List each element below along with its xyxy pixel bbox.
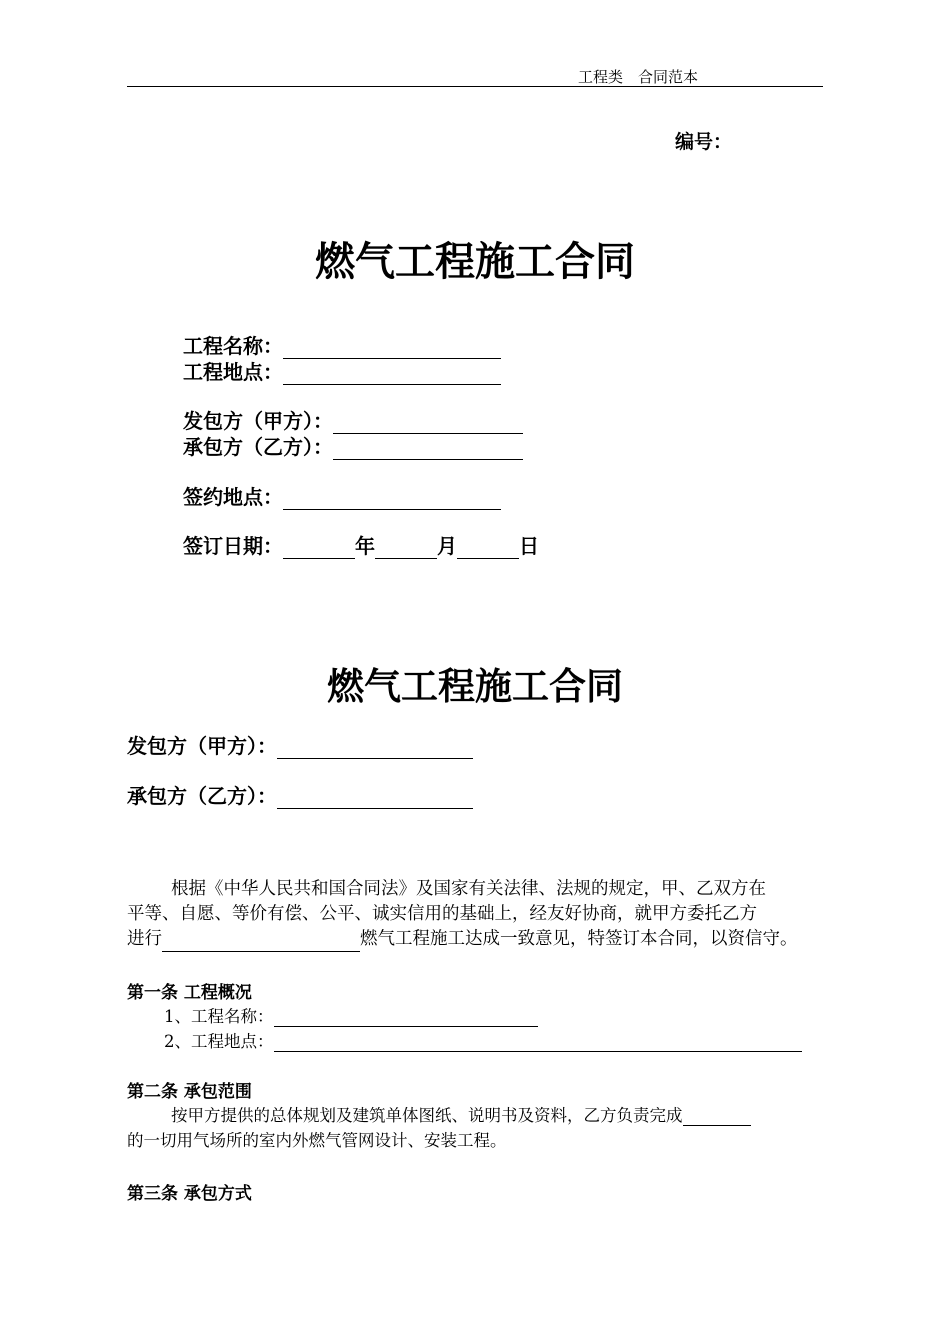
- cover-party-b-blank[interactable]: [333, 437, 523, 460]
- cover-party-a: [183, 405, 523, 434]
- cover-sign-date-label: 签订日期：: [183, 534, 283, 558]
- article-2-line-2: 的一切用气场所的室内外燃气管网设计、安装工程。: [127, 1131, 507, 1150]
- article-2-line-1-text: 按甲方提供的总体规划及建筑单体图纸、说明书及资料，乙方负责完成: [171, 1106, 683, 1125]
- article-1-title: 第一条 工程概况: [127, 983, 252, 1003]
- contract-title: 燃气工程施工合同: [327, 665, 623, 708]
- article-1-project-site-blank[interactable]: [274, 1033, 802, 1052]
- intro-line-1: 根据《中华人民共和国合同法》及国家有关法律、法规的规定，甲、乙双方在: [171, 879, 766, 899]
- contract-party-a-label: 发包方（甲方）：: [127, 734, 277, 758]
- intro-line-2: 平等、自愿、等价有偿、公平、诚实信用的基础上，经友好协商，就甲方委托乙方: [127, 904, 757, 924]
- article-1-item-2: [164, 1028, 802, 1052]
- cover-party-b: [183, 431, 523, 460]
- cover-party-a-label: 发包方（甲方）：: [183, 409, 333, 433]
- article-1-project-name-blank[interactable]: [274, 1008, 538, 1027]
- cover-project-site-blank[interactable]: [283, 362, 501, 385]
- cover-sign-place-label: 签约地点：: [183, 485, 283, 509]
- cover-sign-place-blank[interactable]: [283, 487, 501, 510]
- cover-project-name-label: 工程名称：: [183, 334, 283, 358]
- article-3-title: 第三条 承包方式: [127, 1184, 252, 1204]
- article-2-scope-blank[interactable]: [683, 1107, 751, 1126]
- cover-day-label: 日: [519, 534, 539, 558]
- contract-party-b: [127, 780, 473, 809]
- cover-month-blank[interactable]: [375, 536, 437, 559]
- article-1-item-2-label: 2、工程地点：: [164, 1032, 274, 1051]
- header-rule: [127, 86, 823, 87]
- intro-line-3-suffix: 燃气工程施工达成一致意见，特签订本合同，以资信守。: [360, 929, 798, 949]
- cover-year-label: 年: [355, 534, 375, 558]
- cover-project-site-label: 工程地点：: [183, 360, 283, 384]
- article-2-title: 第二条 承包范围: [127, 1082, 252, 1102]
- article-1-item-1: [164, 1003, 538, 1027]
- cover-year-blank[interactable]: [283, 536, 355, 559]
- cover-month-label: 月: [437, 534, 457, 558]
- intro-line-3-prefix: 进行: [127, 929, 162, 949]
- contract-party-a: [127, 730, 473, 759]
- cover-day-blank[interactable]: [457, 536, 519, 559]
- header-text: 工程类 合同范本: [578, 68, 699, 86]
- contract-number-label: 编号：: [675, 131, 733, 153]
- cover-project-name: [183, 330, 501, 359]
- intro-line-3: [127, 927, 798, 952]
- contract-party-a-blank[interactable]: [277, 736, 473, 759]
- cover-sign-date: [183, 530, 539, 559]
- cover-party-b-label: 承包方（乙方）：: [183, 435, 333, 459]
- contract-party-b-label: 承包方（乙方）：: [127, 784, 277, 808]
- contract-party-b-blank[interactable]: [277, 786, 473, 809]
- article-2-line-1: [171, 1102, 751, 1126]
- intro-project-blank[interactable]: [162, 933, 360, 952]
- cover-sign-place: [183, 481, 501, 510]
- article-1-item-1-label: 1、工程名称：: [164, 1007, 274, 1026]
- cover-project-site: [183, 356, 501, 385]
- cover-title: 燃气工程施工合同: [315, 239, 635, 285]
